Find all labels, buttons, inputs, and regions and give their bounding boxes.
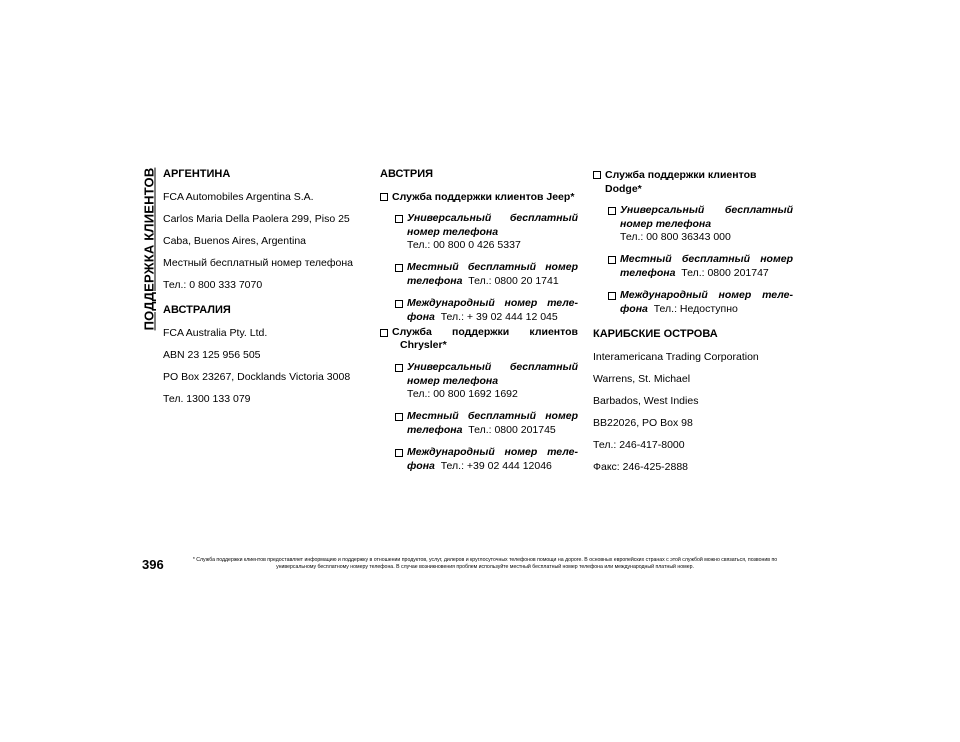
item-label: телефона	[407, 275, 463, 287]
item-label: Универсальный бесплатный	[407, 361, 578, 373]
item-label: фона	[407, 460, 435, 472]
item-label: Местный бесплатный номер	[407, 410, 578, 422]
argentina-line: Местный бесплатный номер телефона	[163, 257, 353, 269]
chrysler-service-title: Служба поддержки клиентов	[392, 326, 578, 338]
checkbox-bullet-icon	[395, 449, 403, 457]
list-item	[395, 410, 578, 437]
austria-heading: АВСТРИЯ	[380, 168, 434, 180]
checkbox-bullet-icon	[380, 329, 388, 337]
checkbox-bullet-icon	[608, 256, 616, 264]
side-section-title	[137, 167, 161, 331]
jeep-service-heading	[380, 190, 578, 204]
item-value: Тел.: 00 800 1692 1692	[407, 388, 518, 400]
list-item	[395, 212, 578, 252]
caribbean-line: BB22026, PO Box 98	[593, 417, 693, 429]
caribbean-heading: КАРИБСКИЕ ОСТРОВА	[593, 328, 718, 340]
item-label: Международный номер теле-	[407, 446, 578, 458]
list-item	[395, 297, 578, 324]
argentina-heading: АРГЕНТИНА	[163, 168, 231, 180]
column-right	[593, 168, 793, 482]
argentina-line: Caba, Buenos Aires, Argentina	[163, 235, 307, 247]
footnote: * Служба поддержки клиентов предоставляет информацию и поддержку в отношении продуктов, услуг, дилеров и круглосуточных телефонов помощи на дороге. В основных европейских странах с этой службой можно связаться, позвонив по универсальному бесплатному номеру телефона. В случае возникновения проблем используйте местный бесплатный номер телефона или международный платный номер.	[192, 557, 778, 570]
item-label: телефона	[407, 424, 463, 436]
chrysler-service-title: Chrysler*	[400, 339, 447, 351]
australia-line: Тел. 1300 133 079	[163, 393, 251, 405]
item-label: Универсальный бесплатный	[407, 212, 578, 224]
list-item	[395, 361, 578, 401]
side-section-title-text: ПОДДЕРЖКА КЛИЕНТОВ	[141, 167, 157, 331]
item-label: номер телефона	[407, 375, 499, 387]
item-value: Тел.: +39 02 444 12046	[440, 460, 552, 472]
jeep-service-title: Служба поддержки клиентов Jeep*	[392, 191, 575, 203]
australia-line: ABN 23 125 956 505	[163, 349, 261, 361]
checkbox-bullet-icon	[608, 292, 616, 300]
checkbox-bullet-icon	[380, 193, 388, 201]
caribbean-line: Warrens, St. Michael	[593, 373, 691, 385]
list-item	[395, 446, 578, 473]
checkbox-bullet-icon	[395, 364, 403, 372]
caribbean-line: Barbados, West Indies	[593, 395, 699, 407]
item-value: Тел.: 00 800 36343 000	[620, 231, 731, 243]
checkbox-bullet-icon	[395, 413, 403, 421]
list-item	[608, 204, 793, 244]
chrysler-service-heading	[380, 326, 578, 352]
caribbean-line: Тел.: 246-417-8000	[593, 439, 685, 451]
page-number: 396	[142, 557, 164, 572]
item-value: Тел.: + 39 02 444 12 045	[440, 311, 558, 323]
australia-line: FCA Australia Pty. Ltd.	[163, 327, 268, 339]
item-label: фона	[620, 303, 648, 315]
checkbox-bullet-icon	[608, 207, 616, 215]
item-value: Тел.: 0800 20 1741	[468, 275, 559, 287]
item-value: Тел.: 0800 201745	[468, 424, 556, 436]
item-label: Универсальный бесплатный	[620, 204, 793, 216]
checkbox-bullet-icon	[395, 264, 403, 272]
item-value: Тел.: 0800 201747	[681, 267, 769, 279]
item-label: телефона	[620, 267, 676, 279]
list-item	[608, 253, 793, 280]
item-value: Тел.: 00 800 0 426 5337	[407, 239, 521, 251]
list-item	[395, 261, 578, 288]
argentina-line: Carlos Maria Della Paolera 299, Piso 25	[163, 213, 350, 225]
item-label: Местный бесплатный номер	[620, 253, 793, 265]
column-left	[163, 168, 363, 414]
item-label: номер телефона	[407, 226, 499, 238]
item-value: Тел.: Недоступно	[653, 303, 738, 315]
item-label: номер телефона	[620, 218, 712, 230]
dodge-service-title: Служба поддержки клиентов Dodge*	[605, 169, 757, 195]
column-middle	[380, 168, 578, 482]
checkbox-bullet-icon	[395, 300, 403, 308]
argentina-line: Тел.: 0 800 333 7070	[163, 279, 263, 291]
argentina-line: FCA Automobiles Argentina S.A.	[163, 191, 314, 203]
caribbean-line: Interamericana Trading Corporation	[593, 351, 759, 363]
item-label: Местный бесплатный номер	[407, 261, 578, 273]
caribbean-line: Факс: 246-425-2888	[593, 461, 689, 473]
dodge-service-heading	[593, 168, 793, 196]
item-label: Международный номер теле-	[407, 297, 578, 309]
item-label: Международный номер теле-	[620, 289, 793, 301]
australia-line: PO Box 23267, Docklands Victoria 3008	[163, 371, 351, 383]
checkbox-bullet-icon	[395, 215, 403, 223]
checkbox-bullet-icon	[593, 171, 601, 179]
list-item	[608, 289, 793, 316]
item-label: фона	[407, 311, 435, 323]
australia-heading: АВСТРАЛИЯ	[163, 304, 231, 316]
